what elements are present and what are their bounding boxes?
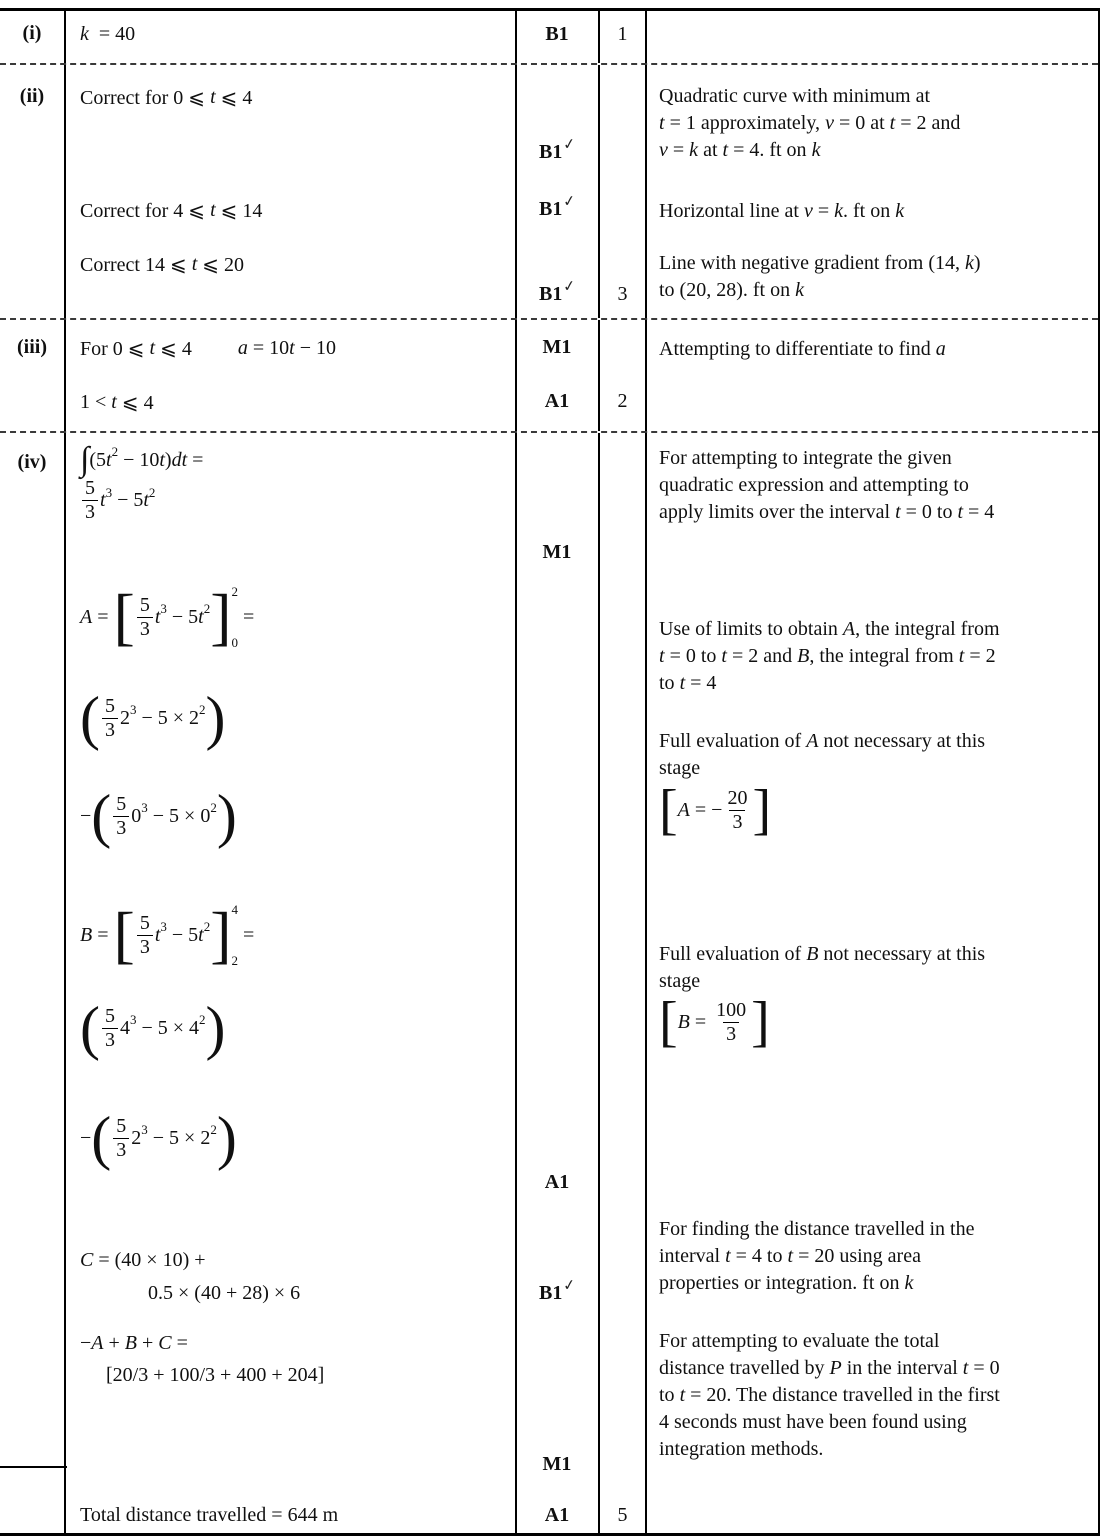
- total-cell: [600, 433, 647, 1533]
- answer-line: $\frac{5}{3}$ t 3 − 5 t 2: [80, 477, 155, 524]
- answer-line: ( $\frac{5}{3}$ 4 3 − 5 × 4 2 ): [80, 995, 226, 1061]
- part-label: (iv): [17, 451, 47, 473]
- mark-code: A1: [544, 390, 570, 412]
- answer-line: − A + B + C =: [80, 1332, 188, 1354]
- row-part-iii: [0, 318, 1098, 431]
- part-cell: [0, 320, 66, 431]
- answer-line: For 0 ⩽ t ⩽ 4 a = 10 t − 10: [80, 337, 336, 360]
- mark-count: 3: [617, 283, 628, 305]
- comment-cell: [647, 433, 1098, 1533]
- mark-code: A1: [544, 1171, 570, 1193]
- total-cell: [600, 11, 647, 63]
- part-cell: [0, 11, 66, 63]
- mark-code: M1: [542, 1453, 572, 1475]
- answer-line: B = [ $\frac{5}{3}$ t 3 − 5 t 2 ] 4 2 =: [80, 899, 255, 971]
- answer-line: Correct for 0 ⩽ t ⩽ 4: [80, 86, 253, 109]
- part-column-end-line: [0, 1466, 67, 1468]
- mark-code: M1: [542, 541, 572, 563]
- mark-scheme-table: [0, 8, 1100, 1536]
- comment-paragraph: Horizontal line at v = k. ft on k: [659, 200, 905, 222]
- comment-cell: [647, 320, 1098, 431]
- comment-paragraph: Line with negative gradient from (14, k) to (20, 28). ft on k: [659, 252, 981, 301]
- mark-count: 5: [617, 1504, 628, 1526]
- row-part-iv: [0, 431, 1098, 1533]
- mark-cell: [517, 65, 600, 318]
- answer-cell: [66, 433, 517, 1533]
- answer-line: Total distance travelled = 644 m: [80, 1504, 339, 1526]
- answer-line: Correct 14 ⩽ t ⩽ 20: [80, 253, 245, 276]
- mark-cell: [517, 320, 600, 431]
- answer-line: A = [ $\frac{5}{3}$ t 3 − 5 t 2 ] 2 0 =: [80, 581, 255, 653]
- answer-line: Correct for 4 ⩽ t ⩽ 14: [80, 199, 263, 222]
- mark-code: B1: [545, 23, 569, 45]
- part-label: (iii): [17, 336, 47, 358]
- comment-paragraph: Full evaluation of A not necessary at this stage: [659, 730, 986, 779]
- mark-code: B1 ✓: [539, 191, 578, 220]
- comment-paragraph: Full evaluation of B not necessary at this stage: [659, 943, 986, 992]
- answer-line: [20/3 + 100/3 + 400 + 204]: [106, 1364, 325, 1386]
- mark-count: 1: [617, 23, 628, 45]
- comment-cell: [647, 65, 1098, 318]
- part-cell: [0, 65, 66, 318]
- total-cell: [600, 320, 647, 431]
- mark-cell: [517, 433, 600, 1533]
- mark-code: B1 ✓: [539, 276, 578, 305]
- comment-paragraph: Attempting to differentiate to find a: [659, 338, 946, 360]
- part-label: (ii): [19, 85, 45, 107]
- answer-line: 0.5 × (40 + 28) × 6: [148, 1282, 301, 1304]
- mark-code: B1 ✓: [539, 1275, 578, 1304]
- row-part-i: [0, 11, 1098, 63]
- answer-cell: [66, 11, 517, 63]
- comment-paragraph: For attempting to evaluate the total distance travelled by P in the interval t = 0 to t = 20. The distance travelled in the first 4 seconds must have been found using integration methods.: [659, 1330, 1000, 1460]
- total-cell: [600, 65, 647, 318]
- ft-tick-icon: ✓: [562, 191, 578, 211]
- ft-tick-icon: ✓: [562, 134, 578, 154]
- comment-formula: [ A = − $\frac{20}{3}$ ]: [659, 779, 772, 841]
- answer-line: ∫ (5 t 2 − 10 t ) dt =: [80, 441, 204, 478]
- answer-line: ( $\frac{5}{3}$ 2 3 − 5 × 2 2 ): [80, 685, 226, 751]
- answer-line: − ( $\frac{5}{3}$ 2 3 − 5 × 2 2 ): [80, 1105, 237, 1171]
- comment-paragraph: Quadratic curve with minimum at t = 1 approximately, v = 0 at t = 2 and v = k at t = 4. ft on k: [659, 85, 961, 161]
- answer-line: k = 40: [80, 23, 136, 45]
- answer-line: − ( $\frac{5}{3}$ 0 3 − 5 × 0 2 ): [80, 783, 237, 849]
- comment-paragraph: For attempting to integrate the given quadratic expression and attempting to apply limits over the interval t = 0 to t = 4: [659, 447, 995, 523]
- part-cell: [0, 433, 66, 1533]
- mark-count: 2: [617, 390, 628, 412]
- comment-paragraph: For finding the distance travelled in the interval t = 4 to t = 20 using area properties or integration. ft on k: [659, 1218, 975, 1294]
- mark-code: M1: [542, 336, 572, 358]
- comment-formula: [ B = $\frac{100}{3}$ ]: [659, 991, 770, 1053]
- comment-paragraph: Use of limits to obtain A, the integral from t = 0 to t = 2 and B, the integral from t = 2 to t = 4: [659, 618, 1000, 694]
- answer-cell: [66, 320, 517, 431]
- mark-cell: [517, 11, 600, 63]
- ft-tick-icon: ✓: [562, 276, 578, 296]
- row-part-ii: [0, 63, 1098, 318]
- comment-cell: [647, 11, 1098, 63]
- answer-cell: [66, 65, 517, 318]
- mark-code: A1: [544, 1504, 570, 1526]
- ft-tick-icon: ✓: [562, 1275, 578, 1295]
- mark-code: B1 ✓: [539, 134, 578, 163]
- part-label: (i): [22, 22, 42, 44]
- answer-line: C = (40 × 10) +: [80, 1249, 206, 1271]
- answer-line: 1 < t ⩽ 4: [80, 391, 154, 414]
